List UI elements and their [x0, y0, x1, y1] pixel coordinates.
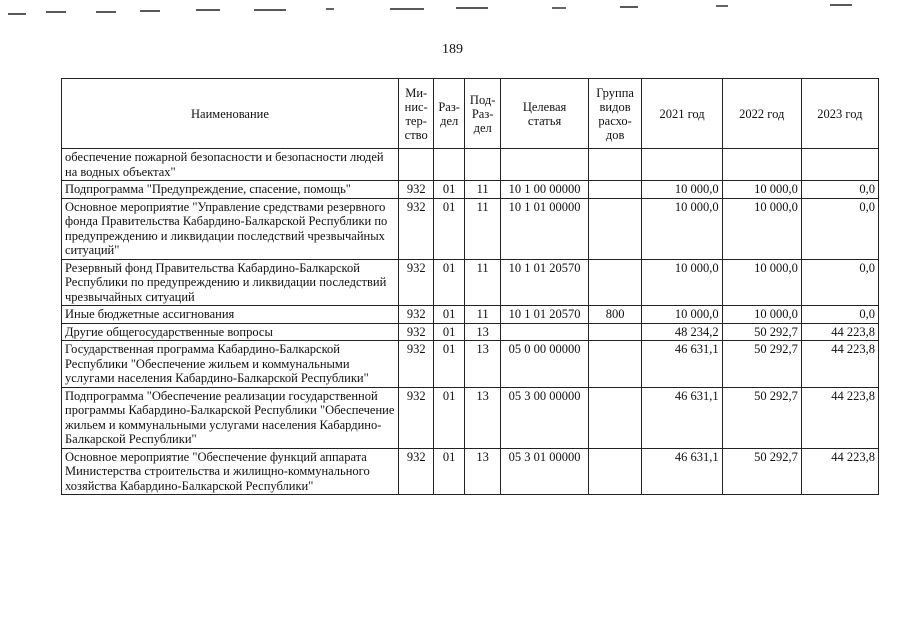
cell-y2022: 50 292,7: [722, 323, 801, 341]
cell-target: [501, 149, 588, 181]
cell-target: 05 3 01 00000: [501, 448, 588, 495]
table-row: [62, 149, 879, 181]
header-ministry: Ми- нис- тер- ство: [398, 79, 434, 149]
cell-subsection: 11: [464, 306, 501, 324]
cell-target: 10 1 01 00000: [501, 198, 588, 259]
cell-y2021: [642, 149, 722, 181]
header-subsection: Под- Раз- дел: [464, 79, 501, 149]
cell-y2023: 0,0: [801, 198, 878, 259]
table-row: [62, 341, 879, 388]
table-row: [62, 448, 879, 495]
cell-target: [501, 323, 588, 341]
table-row: [62, 259, 879, 306]
table-row: [62, 306, 879, 324]
cell-section: 01: [434, 259, 464, 306]
cell-y2023: 0,0: [801, 259, 878, 306]
header-2021: 2021 год: [642, 79, 722, 149]
cell-y2023: 44 223,8: [801, 323, 878, 341]
cell-subsection: 13: [464, 448, 501, 495]
cell-y2021: 46 631,1: [642, 448, 722, 495]
table-row: [62, 323, 879, 341]
table-header-row: [62, 79, 879, 149]
cell-subsection: 13: [464, 341, 501, 388]
cell-section: 01: [434, 341, 464, 388]
cell-subsection: 11: [464, 198, 501, 259]
cell-section: 01: [434, 387, 464, 448]
cell-target: 10 1 00 00000: [501, 181, 588, 199]
cell-subsection: 11: [464, 259, 501, 306]
cell-group: [588, 259, 642, 306]
cell-y2023: 0,0: [801, 306, 878, 324]
cell-ministry: 932: [398, 259, 434, 306]
cell-subsection: 13: [464, 387, 501, 448]
cell-group: [588, 387, 642, 448]
cell-section: [434, 149, 464, 181]
cell-y2021: 46 631,1: [642, 387, 722, 448]
cell-section: 01: [434, 448, 464, 495]
cell-y2022: 50 292,7: [722, 448, 801, 495]
cell-y2021: 48 234,2: [642, 323, 722, 341]
cell-name: Иные бюджетные ассигнования: [62, 306, 399, 324]
cell-y2022: [722, 149, 801, 181]
cell-y2023: [801, 149, 878, 181]
cell-group: [588, 198, 642, 259]
header-section: Раз- дел: [434, 79, 464, 149]
cell-section: 01: [434, 198, 464, 259]
cell-section: 01: [434, 181, 464, 199]
cell-subsection: [464, 149, 501, 181]
cell-ministry: 932: [398, 181, 434, 199]
cell-name: Другие общегосударственные вопросы: [62, 323, 399, 341]
cell-name: Основное мероприятие "Управление средствами резервного фонда Правительства Кабардино-Балкарской Республики по предупреждению и ликвидации последствий чрезвычайных ситуаций": [62, 198, 399, 259]
page-number: 189: [442, 42, 463, 57]
cell-name: Государственная программа Кабардино-Балкарской Республики "Обеспечение жильем и коммунальными услугами населения Кабардино-Балкарской Республики": [62, 341, 399, 388]
cell-y2023: 44 223,8: [801, 387, 878, 448]
cell-name: Основное мероприятие "Обеспечение функций аппарата Министерства строительства и жилищно-коммунального хозяйства Кабардино-Балкарской Республики": [62, 448, 399, 495]
header-2023: 2023 год: [801, 79, 878, 149]
header-2022: 2022 год: [722, 79, 801, 149]
cell-name: Подпрограмма "Обеспечение реализации государственной программы Кабардино-Балкарской Республики "Обеспечение жильем и коммунальными услугами населения Кабардино-Балкарской Республики": [62, 387, 399, 448]
cell-y2021: 10 000,0: [642, 198, 722, 259]
budget-table: [61, 78, 879, 495]
cell-name: обеспечение пожарной безопасности и безопасности людей на водных объектах": [62, 149, 399, 181]
cell-y2023: 44 223,8: [801, 341, 878, 388]
cell-ministry: 932: [398, 306, 434, 324]
cell-y2022: 10 000,0: [722, 198, 801, 259]
cell-y2023: 44 223,8: [801, 448, 878, 495]
header-target: Целевая статья: [501, 79, 588, 149]
cell-group: 800: [588, 306, 642, 324]
cell-ministry: 932: [398, 198, 434, 259]
header-name: Наименование: [62, 79, 399, 149]
cell-ministry: 932: [398, 341, 434, 388]
cell-y2022: 10 000,0: [722, 306, 801, 324]
cell-y2022: 50 292,7: [722, 341, 801, 388]
cell-name: Подпрограмма "Предупреждение, спасение, помощь": [62, 181, 399, 199]
cell-target: 10 1 01 20570: [501, 306, 588, 324]
cell-ministry: [398, 149, 434, 181]
table-row: [62, 198, 879, 259]
cell-y2021: 10 000,0: [642, 181, 722, 199]
cell-group: [588, 181, 642, 199]
cell-subsection: 13: [464, 323, 501, 341]
cell-target: 10 1 01 20570: [501, 259, 588, 306]
table-row: [62, 387, 879, 448]
cell-y2022: 50 292,7: [722, 387, 801, 448]
cell-subsection: 11: [464, 181, 501, 199]
cell-ministry: 932: [398, 323, 434, 341]
cell-group: [588, 341, 642, 388]
cell-name: Резервный фонд Правительства Кабардино-Балкарской Республики по предупреждению и ликвидации последствий чрезвычайных ситуаций: [62, 259, 399, 306]
cell-group: [588, 448, 642, 495]
cell-y2021: 46 631,1: [642, 341, 722, 388]
header-group: Группа видов расхо- дов: [588, 79, 642, 149]
cell-y2021: 10 000,0: [642, 259, 722, 306]
cell-y2021: 10 000,0: [642, 306, 722, 324]
cell-section: 01: [434, 306, 464, 324]
cell-ministry: 932: [398, 448, 434, 495]
table-row: [62, 181, 879, 199]
cell-target: 05 0 00 00000: [501, 341, 588, 388]
cell-target: 05 3 00 00000: [501, 387, 588, 448]
cell-group: [588, 149, 642, 181]
cell-y2023: 0,0: [801, 181, 878, 199]
cell-group: [588, 323, 642, 341]
cell-y2022: 10 000,0: [722, 181, 801, 199]
cell-section: 01: [434, 323, 464, 341]
cell-y2022: 10 000,0: [722, 259, 801, 306]
cell-ministry: 932: [398, 387, 434, 448]
scan-artifact-lines: [0, 0, 905, 20]
